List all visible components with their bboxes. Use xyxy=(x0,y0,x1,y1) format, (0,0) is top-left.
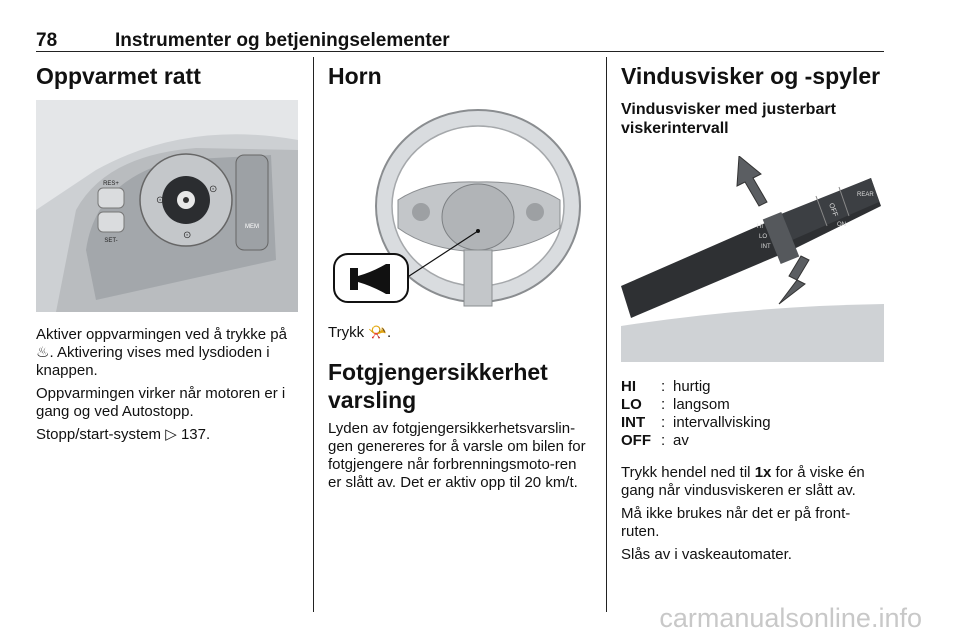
page-number: 78 xyxy=(36,30,58,51)
paragraph-car-wash: Slås av i vaskeautomater. xyxy=(621,546,792,563)
heated-steering-icon: ♨ xyxy=(36,344,50,361)
subheading-adjustable-interval: Vindusvisker med justerbart viskerintervall xyxy=(621,101,836,137)
paragraph-single-wipe: Trykk hendel ned til 1x for å viske én gang når vindusviskeren er slått av. xyxy=(621,464,865,499)
hi-label: HI xyxy=(757,224,763,230)
lo-label: LO xyxy=(759,234,768,240)
section-heading-heated-steering: Oppvarmet ratt xyxy=(36,63,201,89)
section-heading-wipers: Vindusvisker og -spyler xyxy=(621,63,881,89)
svg-text:⊙: ⊙ xyxy=(156,195,165,206)
list-item: INT : intervallvisking xyxy=(621,414,771,431)
column-divider-1 xyxy=(313,57,314,612)
svg-text:⊙: ⊙ xyxy=(209,184,218,195)
section-heading-pedestrian-warning: Fotgjengersikkerhet varsling xyxy=(328,359,548,413)
mem-label: MEM xyxy=(245,224,259,230)
page-ref-triangle-icon: ▷ xyxy=(165,426,177,443)
paragraph-activate: Aktiver oppvarmingen ved å trykke på ♨. Aktivering vises med lysdioden i knappen. xyxy=(36,326,287,379)
watermark: carmanualsonline.info xyxy=(659,603,922,633)
list-item: HI : hurtig xyxy=(621,378,711,395)
paragraph-stop-start-ref: Stopp/start-system ▷ 137. xyxy=(36,426,211,443)
column-wipers xyxy=(621,62,886,564)
header-rule xyxy=(36,51,884,52)
list-item: OFF : av xyxy=(621,432,689,449)
wiper-stalk-figure xyxy=(621,156,884,362)
steering-buttons-figure xyxy=(36,100,298,312)
column-divider-2 xyxy=(606,57,607,612)
res-label: RES+ xyxy=(103,181,119,187)
page-title: Instrumenter og betjeningselementer xyxy=(115,30,450,51)
horn-figure xyxy=(328,100,591,310)
horn-icon: 📯 xyxy=(368,324,387,341)
int-label: INT xyxy=(761,244,771,250)
paragraph-press-horn: Trykk 📯. xyxy=(328,324,392,341)
column-horn xyxy=(328,62,591,492)
section-heading-horn: Horn xyxy=(328,63,382,89)
paragraph-not-on-frozen: Må ikke brukes når det er på front-ruten. xyxy=(621,505,851,540)
list-item: LO : langsom xyxy=(621,396,730,413)
paragraph-heating-runs: Oppvarmingen virker når motoren er i gang og ved Autostopp. xyxy=(36,385,286,420)
set-label: SET- xyxy=(104,238,118,244)
on-label: ON xyxy=(837,222,846,228)
column-heated-steering xyxy=(36,62,299,444)
svg-text:⊙: ⊙ xyxy=(183,230,192,241)
paragraph-pedestrian-warning: Lyden av fotgjengersikkerhetsvarslin-gen genereres for å varsle om bilen for fotgjengere når forbrenningsmoto-ren er slått av. Det er aktiv opp til 20 km/t. xyxy=(328,420,586,491)
wiper-settings-list xyxy=(621,378,886,450)
off-label-stalk: OFF xyxy=(827,202,839,218)
rear-label: REAR xyxy=(857,192,874,198)
